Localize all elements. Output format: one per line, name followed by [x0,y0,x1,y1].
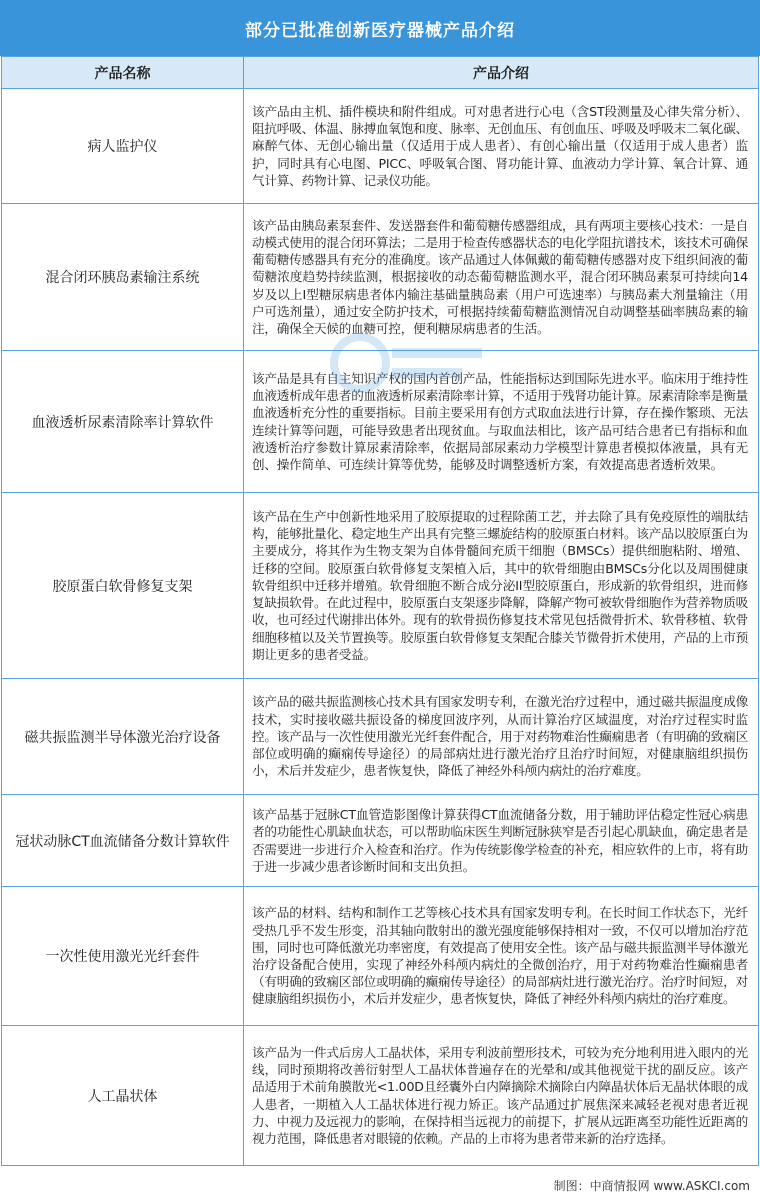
product-description: 该产品基于冠脉CT血管造影图像计算获得CT血流储备分数，用于辅助评估稳定性冠心病患者的功能性心肌缺血状态，可以帮助临床医生判断冠脉狭窄是否引起心肌缺血，确定患者是否需要进一步进行介入检查和治疗。作为传统影像学检查的补充，相应软件的上市，将有助于进一步减少患者诊断时间和支出负担。 [244,795,759,887]
product-description: 该产品是具有自主知识产权的国内首创产品，性能指标达到国际先进水平。临床用于维持性血液透析成年患者的血液透析尿素清除率计算，不适用于残肾功能计算。尿素清除率是衡量血液透析充分性的重要指标。目前主要采用有创方式取血法进行计算，存在操作繁琐、无法连续计算等问题，可能导致患者出现贫血。与取血法相比，该产品可结合患者已有指标和血液透析治疗参数计算尿素清除率，依据局部尿素动力学模型计算患者模拟体液量，具有无创、操作简单、可连续计算等优势，能够及时调整透析方案，有效提高患者透析效果。 [244,351,759,493]
table-row [2,493,759,679]
table-row [2,795,759,887]
product-name: 冠状动脉CT血流储备分数计算软件 [2,795,244,887]
table-row [2,204,759,351]
products-table [1,56,759,1166]
column-header-name: 产品名称 [2,57,244,89]
table-row [2,679,759,795]
table-row [2,89,759,204]
product-name: 人工晶状体 [2,1026,244,1166]
product-name: 病人监护仪 [2,89,244,204]
product-description: 该产品为一件式后房人工晶状体，采用专利波前塑形技术，可较为充分地利用进入眼内的光线，同时预期将改善衍射型人工晶状体普遍存在的光晕和/或其他视觉干扰的副反应。该产品适用于术前角膜散光<1.00D且经囊外白内障摘除术摘除白内障晶状体后无晶状体眼的成人患者，一期植入人工晶状体进行视力矫正。该产品通过扩展焦深来减轻老视对患者近视力、中视力及远视力的影响，在保持相当远视力的前提下，扩展从远距离至功能性近距离的视力范围，降低患者对眼镜的依赖。产品的上市将为患者带来新的治疗选择。 [244,1026,759,1166]
table-row [2,351,759,493]
table-row [2,1026,759,1166]
product-name: 一次性使用激光光纤套件 [2,887,244,1026]
product-description: 该产品由胰岛素泵套件、发送器套件和葡萄糖传感器组成，具有两项主要核心技术：一是自动模式使用的混合闭环算法；二是用于检查传感器状态的电化学阻抗谱技术，该技术可确保葡萄糖传感器具有充分的准确度。该产品通过人体佩戴的葡萄糖传感器对皮下组织间液的葡萄糖浓度趋势持续监测，根据接收的动态葡萄糖监测水平，混合闭环胰岛素泵可持续向14岁及以上I型糖尿病患者体内输注基础量胰岛素（用户可选速率）与胰岛素大剂量输注（用户可选剂量），通过安全防护技术，可根据持续葡萄糖监测情况自动调整基础率胰岛素的输注，确保全天候的血糖可控，便利糖尿病患者的生活。 [244,204,759,351]
product-description: 该产品由主机、插件模块和附件组成。可对患者进行心电（含ST段测量及心律失常分析）、阻抗呼吸、体温、脉搏血氧饱和度、脉率、无创血压、有创血压、呼吸及呼吸末二氧化碳、麻醉气体、无创心输出量（仅适用于成人患者）、有创心输出量（仅适用于成人患者）监护，同时具有心电图、PICC、呼吸氧合图、肾功能计算、血液动力学计算、氧合计算、通气计算、药物计算、记录仪功能。 [244,89,759,204]
source-credit: 制图：中商情报网 www.ASKCI.com [553,1178,750,1193]
product-name: 胶原蛋白软骨修复支架 [2,493,244,679]
table-header-row [2,57,759,89]
product-name: 血液透析尿素清除率计算软件 [2,351,244,493]
product-name: 混合闭环胰岛素输注系统 [2,204,244,351]
product-description: 该产品的材料、结构和制作工艺等核心技术具有国家发明专利。在长时间工作状态下，光纤受热几乎不发生形变，沿其轴向散射出的激光强度能够保持相对一致，不仅可以增加治疗范围，同时也可降低激光功率密度，有效提高了使用安全性。该产品与磁共振监测半导体激光治疗设备配合使用，实现了神经外科颅内病灶的全微创治疗，用于对药物难治性癫痫患者（有明确的致痫区部位或明确的癫痫传导途径）的局部病灶进行激光治疗。治疗时间短，对健康脑组织损伤小，术后并发症少，患者恢复快，降低了神经外科颅内病灶的治疗难度。 [244,887,759,1026]
column-header-description: 产品介绍 [244,57,759,89]
product-name: 磁共振监测半导体激光治疗设备 [2,679,244,795]
product-description: 该产品的磁共振监测核心技术具有国家发明专利，在激光治疗过程中，通过磁共振温度成像技术，实时接收磁共振设备的梯度回波序列，从而计算治疗区域温度，对治疗过程实时监控。该产品与一次性使用激光光纤套件配合，用于对药物难治性癫痫患者（有明确的致痫区部位或明确的癫痫传导途径）的局部病灶进行激光治疗且治疗时间短，对健康脑组织损伤小，术后并发症少，患者恢复快，降低了神经外科颅内病灶的治疗难度。 [244,679,759,795]
table-row [2,887,759,1026]
page-title: 部分已批准创新医疗器械产品介绍 [0,0,760,56]
product-description: 该产品在生产中创新性地采用了胶原提取的过程除菌工艺，并去除了具有免疫原性的端肽结构，能够批量化、稳定地生产出具有完整三螺旋结构的胶原蛋白材料。该产品以胶原蛋白为主要成分，将其作为生物支架为自体骨髓间充质干细胞（BMSCs）提供细胞粘附、增殖、迁移的空间。胶原蛋白软骨修复支架植入后，其中的软骨细胞由BMSCs分化以及周围健康软骨组织中迁移并增殖。软骨细胞不断合成分泌II型胶原蛋白，形成新的软骨组织，进而修复缺损软骨。在此过程中，胶原蛋白支架逐步降解，降解产物可被软骨细胞作为营养物质吸收，也可经过代谢排出体外。现有的软骨损伤修复技术常见包括微骨折术、软骨移植、软骨细胞移植以及关节置换等。胶原蛋白软骨修复支架配合膝关节微骨折术使用，产品的上市预期让更多的患者受益。 [244,493,759,679]
